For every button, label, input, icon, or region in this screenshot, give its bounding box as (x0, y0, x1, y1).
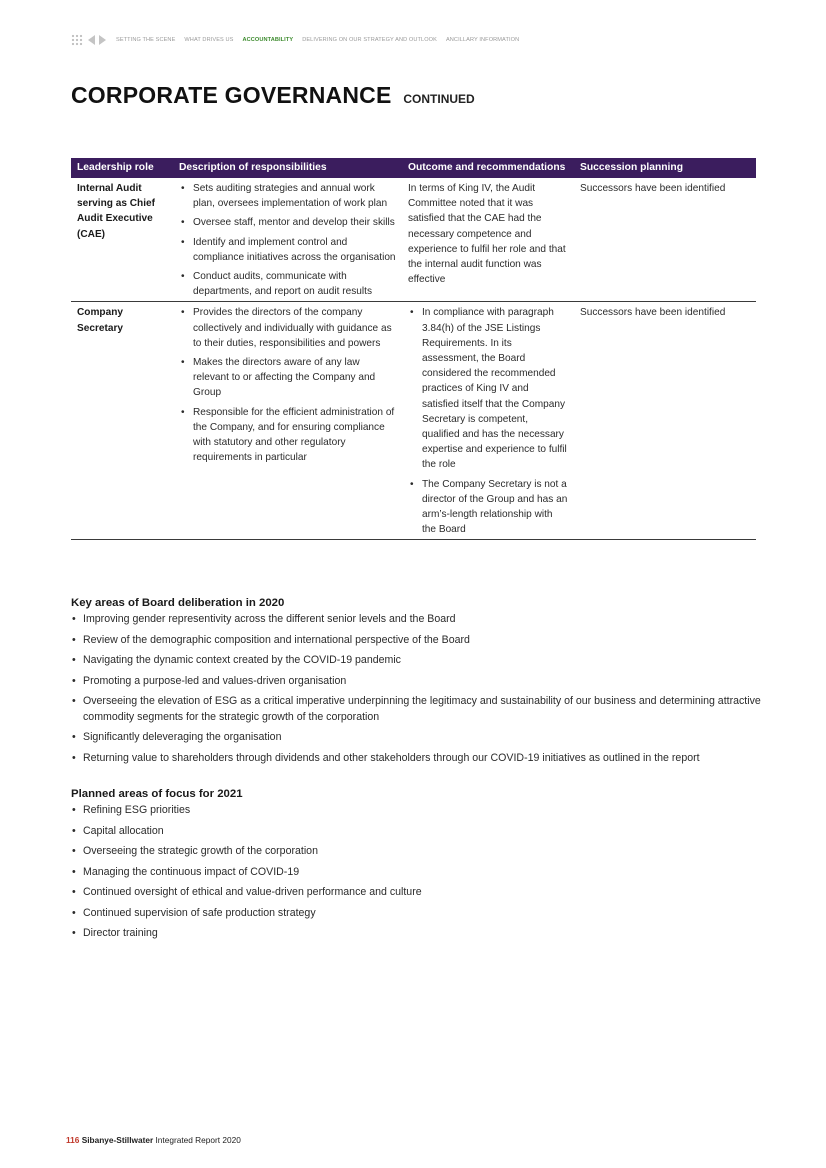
description-item: • Sets auditing strategies and annual work plan, oversees implementation of work plan (179, 181, 396, 211)
description-item: • Identify and implement control and compliance initiatives across the organisation (179, 235, 396, 265)
list-item: • Director training (71, 926, 761, 942)
list-item: • Continued oversight of ethical and value-driven performance and culture (71, 885, 761, 901)
grid-menu-icon[interactable] (71, 34, 83, 46)
page-number: 116 (66, 1135, 80, 1145)
header-description: Description of responsibilities (173, 158, 402, 178)
page-footer (66, 1135, 241, 1145)
list-item: • Returning value to shareholders through dividends and other stakeholders through our COVID-19 initiatives as outlined in the report (71, 751, 761, 767)
description-cell (173, 178, 402, 302)
table-row (71, 302, 756, 540)
header-succession: Succession planning (574, 158, 756, 178)
succession-cell: Successors have been identified (574, 302, 756, 540)
list-item: • Review of the demographic composition and international perspective of the Board (71, 633, 761, 649)
nav-link-ancillary-information[interactable]: ANCILLARY INFORMATION (445, 37, 520, 43)
list-item: • Navigating the dynamic context created by the COVID-19 pandemic (71, 653, 761, 669)
leadership-roles-table (71, 158, 756, 540)
report-name: Integrated Report 2020 (155, 1135, 241, 1145)
nav-link-setting-the-scene[interactable]: SETTING THE SCENE (116, 37, 176, 43)
outcome-item: • The Company Secretary is not a director of the Group and has an arm’s-length relationship with the Board (408, 477, 568, 538)
company-name: Sibanye-Stillwater (81, 1135, 154, 1145)
description-item: • Oversee staff, mentor and develop their skills (179, 215, 396, 230)
deliberation-heading: Key areas of Board deliberation in 2020 (71, 597, 285, 609)
list-item: • Significantly deleveraging the organisation (71, 730, 761, 746)
header-outcome: Outcome and recommendations (402, 158, 574, 178)
next-page-icon[interactable] (99, 35, 106, 45)
role-cell: Internal Audit serving as Chief Audit Executive (CAE) (71, 178, 173, 302)
nav-link-what-drives-us[interactable]: WHAT DRIVES US (184, 37, 234, 43)
outcome-item: • In compliance with paragraph 3.84(h) of the JSE Listings Requirements. In its assessment, the Board considered the recommended practices of King IV and satisfied itself that the Company Secretary is competent, qualified and has the necessary expertise and experience to fulfil the role (408, 305, 568, 472)
role-cell: Company Secretary (71, 302, 173, 540)
header-leadership-role: Leadership role (71, 158, 173, 178)
list-item: • Managing the continuous impact of COVID-19 (71, 865, 761, 881)
list-item: • Continued supervision of safe production strategy (71, 906, 761, 922)
list-item: • Promoting a purpose-led and values-driven organisation (71, 674, 761, 690)
list-item: • Improving gender representivity across the different senior levels and the Board (71, 612, 761, 628)
outcome-cell: In terms of King IV, the Audit Committee noted that it was satisfied that the CAE had the necessary competence and experience to fulfil her role and that the internal audit function was effective (402, 178, 574, 302)
focus-2021-section (71, 788, 761, 947)
nav-link-delivering-on-strategy[interactable]: DELIVERING ON OUR STRATEGY AND OUTLOOK (302, 37, 437, 43)
description-item: • Makes the directors aware of any law relevant to or affecting the Company and Group (179, 355, 396, 401)
nav-link-accountability[interactable]: ACCOUNTABILITY (242, 37, 294, 43)
previous-page-icon[interactable] (88, 35, 95, 45)
list-item: • Overseeing the elevation of ESG as a critical imperative underpinning the legitimacy and sustainability of our business and determining attractive commodity segments for the strategic growth of the corporation (71, 694, 761, 725)
list-item: • Refining ESG priorities (71, 803, 761, 819)
list-item: • Capital allocation (71, 824, 761, 840)
list-item: • Overseeing the strategic growth of the corporation (71, 844, 761, 860)
description-cell (173, 302, 402, 540)
page-title (71, 74, 475, 111)
focus-heading: Planned areas of focus for 2021 (71, 788, 243, 800)
page-title-subtitle: CONTINUED (403, 92, 475, 106)
table-row (71, 178, 756, 302)
table-header-row (71, 158, 756, 178)
nav-icons (71, 34, 108, 46)
top-navigation (71, 33, 528, 47)
description-item: • Conduct audits, communicate with departments, and report on audit results (179, 269, 396, 299)
page-title-main: CORPORATE GOVERNANCE (71, 82, 392, 108)
succession-cell: Successors have been identified (574, 178, 756, 302)
description-item: • Provides the directors of the company collectively and individually with guidance as to their duties, responsibilities and powers (179, 305, 396, 351)
description-item: • Responsible for the efficient administration of the Company, and for ensuring compliance with statutory and other regulatory requirements in particular (179, 405, 396, 466)
outcome-cell (402, 302, 574, 540)
board-deliberation-section (71, 597, 761, 771)
